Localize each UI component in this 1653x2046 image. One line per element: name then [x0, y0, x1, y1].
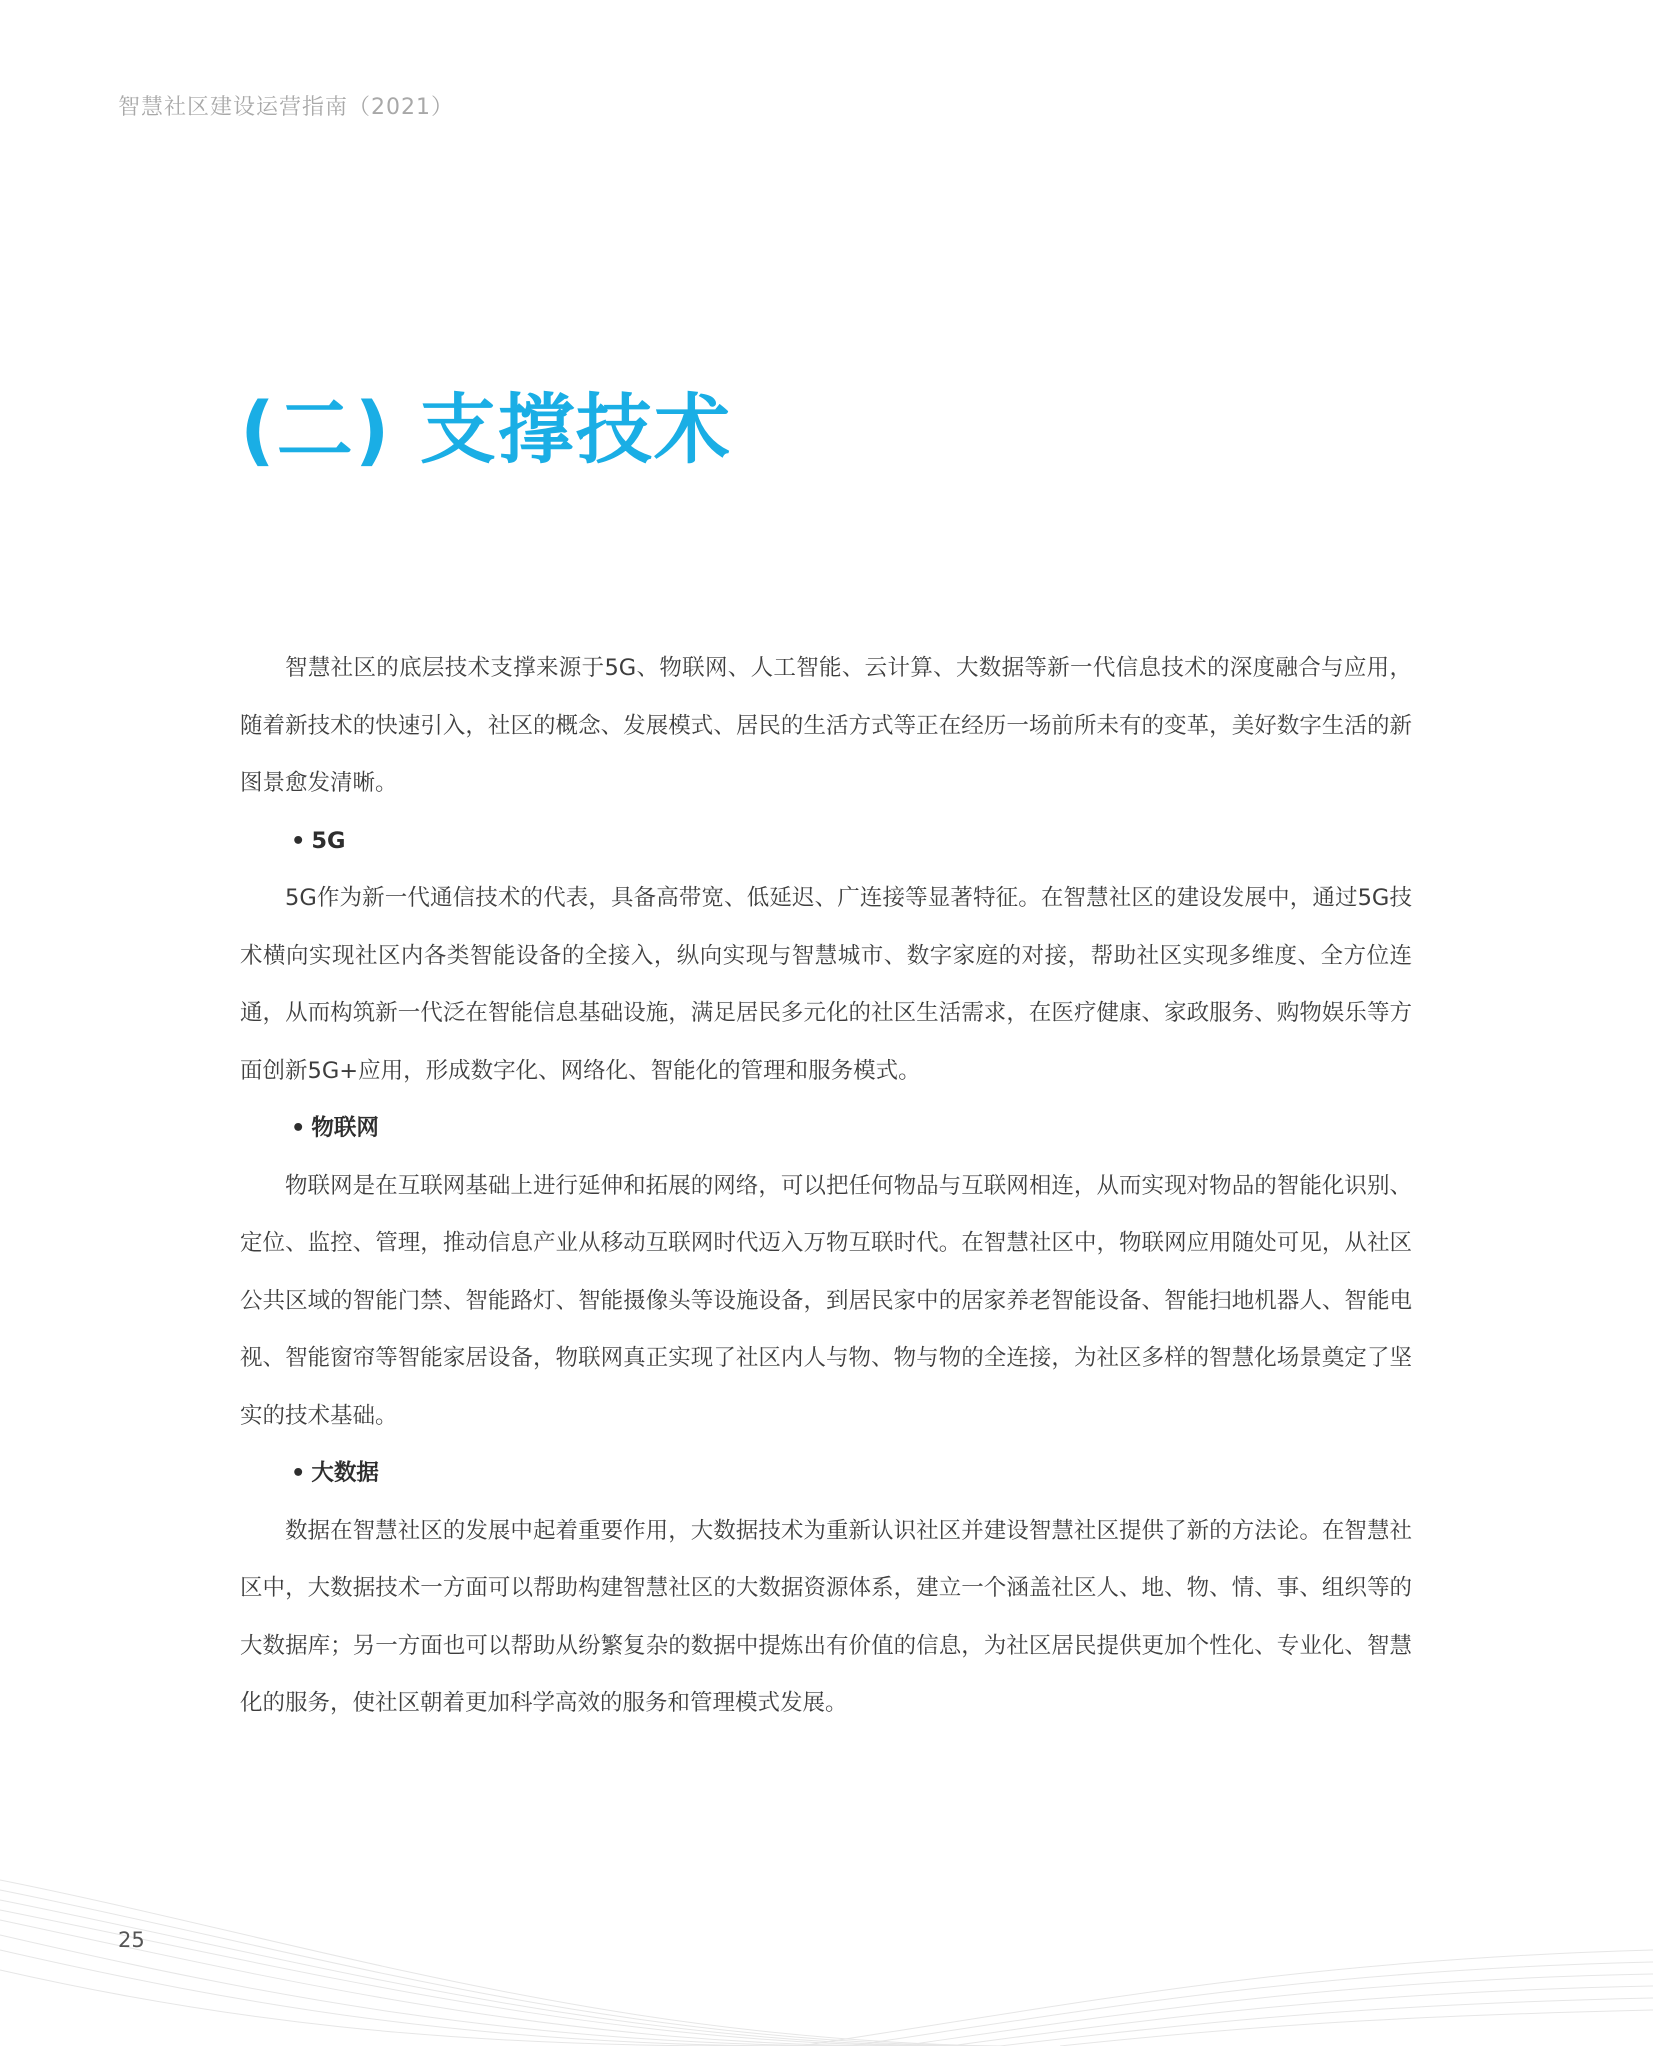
bullet-icon: • [291, 1115, 306, 1141]
running-header: 智慧社区建设运营指南（2021） [118, 95, 454, 120]
paragraph-iot: 物联网是在互联网基础上进行延伸和拓展的网络，可以把任何物品与互联网相连，从而实现对物品的智能化识别、定位、监控、管理，推动信息产业从移动互联网时代迈入万物互联时代。在智慧社区中，物联网应用随处可见，从社区公共区域的智能门禁、智能路灯、智能摄像头等设施设备，到居民家中的居家养老智能设备、智能扫地机器人、智能电视、智能窗帘等智能家居设备，物联网真正实现了社区内人与物、物与物的全连接，为社区多样的智慧化场景奠定了坚实的技术基础。 [240, 1172, 1412, 1429]
bullet-icon: • [291, 1460, 306, 1486]
paragraph-5g: 5G作为新一代通信技术的代表，具备高带宽、低延迟、广连接等显著特征。在智慧社区的建设发展中，通过5G技术横向实现社区内各类智能设备的全接入，纵向实现与智慧城市、数字家庭的对接，帮助社区实现多维度、全方位连通，从而构筑新一代泛在智能信息基础设施，满足居民多元化的社区生活需求，在医疗健康、家政服务、购物娱乐等方面创新5G+应用，形成数字化、网络化、智能化的管理和服务模式。 [240, 885, 1412, 1084]
bullet-heading-big-data: • 大数据 [291, 1460, 379, 1486]
section-title: (二) 支撑技术 [240, 385, 732, 474]
intro-paragraph: 智慧社区的底层技术支撑来源于5G、物联网、人工智能、云计算、大数据等新一代信息技术的深度融合与应用，随着新技术的快速引入，社区的概念、发展模式、居民的生活方式等正在经历一场前所未有的变革，美好数字生活的新图景愈发清晰。 [240, 655, 1412, 796]
paragraph-big-data: 数据在智慧社区的发展中起着重要作用，大数据技术为重新认识社区并建设智慧社区提供了新的方法论。在智慧社区中，大数据技术一方面可以帮助构建智慧社区的大数据资源体系，建立一个涵盖社区人、地、物、情、事、组织等的大数据库；另一方面也可以帮助从纷繁复杂的数据中提炼出有价值的信息，为社区居民提供更加个性化、专业化、智慧化的服务，使社区朝着更加科学高效的服务和管理模式发展。 [240, 1517, 1412, 1716]
bullet-heading-iot: • 物联网 [291, 1115, 379, 1141]
decorative-wave-background [0, 1820, 1653, 2046]
bullet-heading-5g: • 5G [291, 827, 346, 854]
page-number: 25 [118, 1928, 145, 1952]
bullet-icon: • [291, 827, 306, 854]
body-text [240, 640, 1412, 1733]
